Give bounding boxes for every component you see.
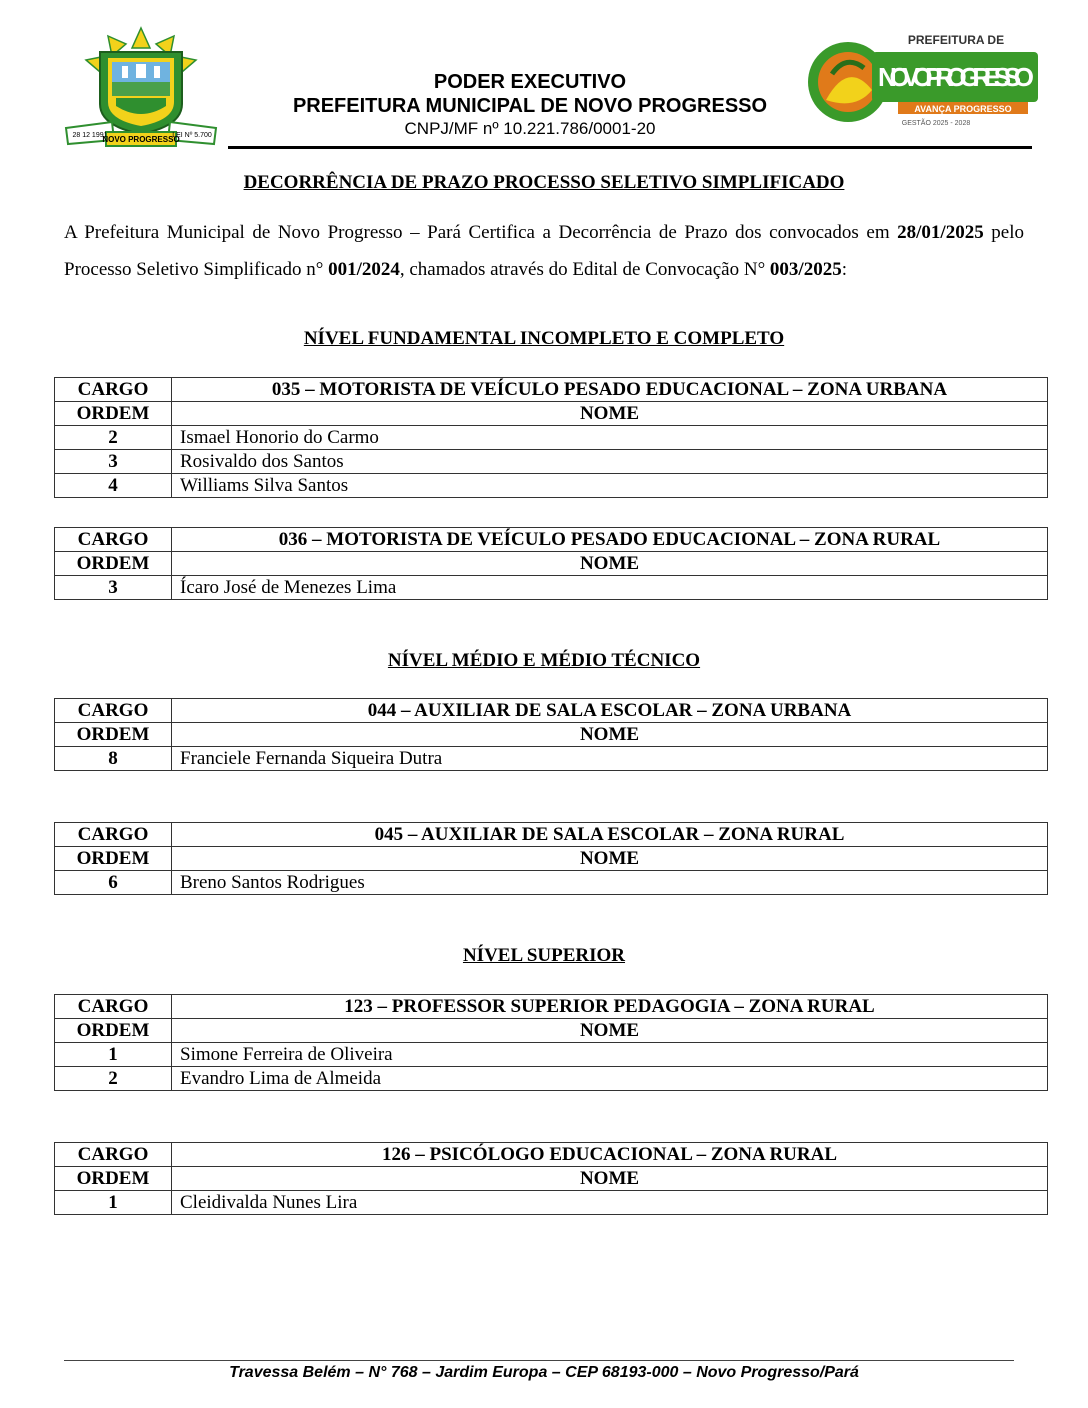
ordem-label: ORDEM (55, 552, 172, 576)
nome-cell: Evandro Lima de Almeida (172, 1067, 1048, 1091)
nome-cell: Cleidivalda Nunes Lira (172, 1191, 1048, 1215)
svg-text:GESTÃO 2025 - 2028: GESTÃO 2025 - 2028 (901, 120, 971, 127)
cargo-title: 036 – MOTORISTA DE VEÍCULO PESADO EDUCACIONAL – ZONA RURAL (172, 528, 1048, 552)
cargo-table (54, 994, 1048, 1091)
nome-cell: Breno Santos Rodrigues (172, 871, 1048, 895)
nome-label: NOME (172, 1019, 1048, 1043)
table-row (55, 576, 1048, 600)
cargo-title: 126 – PSICÓLOGO EDUCACIONAL – ZONA RURAL (172, 1143, 1048, 1167)
header-block (260, 70, 800, 140)
svg-text:28 12 1991: 28 12 1991 (72, 132, 108, 139)
cargo-label: CARGO (55, 378, 172, 402)
cargo-table (54, 377, 1048, 498)
nome-cell: Ismael Honorio do Carmo (172, 426, 1048, 450)
table-row (55, 426, 1048, 450)
table-row (55, 1043, 1048, 1067)
nome-label: NOME (172, 552, 1048, 576)
svg-text:LEI Nº 5.700: LEI Nº 5.700 (172, 132, 212, 139)
nome-cell: Franciele Fernanda Siqueira Dutra (172, 747, 1048, 771)
cargo-label: CARGO (55, 995, 172, 1019)
header-line-1: PODER EXECUTIVO (433, 71, 627, 93)
ordem-label: ORDEM (55, 1019, 172, 1043)
nome-cell: Ícaro José de Menezes Lima (172, 576, 1048, 600)
footer-address: Travessa Belém – N° 768 – Jardim Europa – CEP 68193-000 – Novo Progresso/Pará (229, 1364, 859, 1381)
svg-text:AVANÇA PROGRESSO: AVANÇA PROGRESSO (914, 104, 1012, 114)
municipal-crest-icon (62, 26, 220, 150)
cargo-title: 035 – MOTORISTA DE VEÍCULO PESADO EDUCACIONAL – ZONA URBANA (172, 378, 1048, 402)
ordem-cell: 1 (55, 1191, 172, 1215)
header-divider (228, 146, 1032, 149)
intro-edital-number: 003/2025 (769, 259, 842, 280)
prefeitura-logo-icon (806, 30, 1042, 130)
cargo-table (54, 698, 1048, 771)
intro-paragraph (64, 214, 1024, 288)
ordem-label: ORDEM (55, 723, 172, 747)
svg-text:NOVO PROGRESSO: NOVO PROGRESSO (878, 62, 1034, 92)
intro-text-2: pelo Processo Seletivo Simplificado n° (64, 222, 1024, 280)
cargo-label: CARGO (55, 699, 172, 723)
table-row (55, 474, 1048, 498)
table-row (55, 747, 1048, 771)
cargo-title: 045 – AUXILIAR DE SALA ESCOLAR – ZONA RURAL (172, 823, 1048, 847)
cargo-label: CARGO (55, 823, 172, 847)
cargo-title: 123 – PROFESSOR SUPERIOR PEDAGOGIA – ZONA RURAL (172, 995, 1048, 1019)
ordem-label: ORDEM (55, 1167, 172, 1191)
ordem-cell: 2 (55, 1067, 172, 1091)
nome-label: NOME (172, 1167, 1048, 1191)
document-title: DECORRÊNCIA DE PRAZO PROCESSO SELETIVO SIMPLIFICADO (243, 172, 845, 193)
intro-text-4: : (841, 259, 847, 280)
nome-label: NOME (172, 402, 1048, 426)
header-cnpj: CNPJ/MF nº 10.221.786/0001-20 (404, 119, 656, 138)
section-heading: NÍVEL FUNDAMENTAL INCOMPLETO E COMPLETO (303, 328, 785, 349)
table-row (55, 450, 1048, 474)
cargo-table (54, 527, 1048, 600)
intro-text-1: A Prefeitura Municipal de Novo Progresso – Pará Certifica a Decorrência de Prazo dos convocados em (64, 222, 898, 243)
cargo-label: CARGO (55, 1143, 172, 1167)
intro-process-number: 001/2024 (328, 259, 400, 280)
cargo-title: 044 – AUXILIAR DE SALA ESCOLAR – ZONA URBANA (172, 699, 1048, 723)
table-row (55, 871, 1048, 895)
ordem-cell: 1 (55, 1043, 172, 1067)
nome-cell: Simone Ferreira de Oliveira (172, 1043, 1048, 1067)
ordem-label: ORDEM (55, 402, 172, 426)
nome-label: NOME (172, 847, 1048, 871)
header-line-2: PREFEITURA MUNICIPAL DE NOVO PROGRESSO (292, 95, 768, 117)
nome-cell: Williams Silva Santos (172, 474, 1048, 498)
ordem-cell: 3 (55, 450, 172, 474)
cargo-table (54, 822, 1048, 895)
svg-text:NOVO PROGRESSO: NOVO PROGRESSO (102, 135, 180, 144)
table-row (55, 1191, 1048, 1215)
ordem-cell: 2 (55, 426, 172, 450)
ordem-cell: 8 (55, 747, 172, 771)
intro-text-3: , chamados através do Edital de Convocação N° (399, 259, 770, 280)
footer-divider (64, 1360, 1014, 1361)
ordem-cell: 6 (55, 871, 172, 895)
svg-text:PREFEITURA DE: PREFEITURA DE (907, 33, 1005, 47)
table-row (55, 1067, 1048, 1091)
section-heading: NÍVEL MÉDIO E MÉDIO TÉCNICO (387, 650, 701, 671)
ordem-cell: 3 (55, 576, 172, 600)
section-heading: NÍVEL SUPERIOR (462, 945, 626, 966)
cargo-table (54, 1142, 1048, 1215)
ordem-cell: 4 (55, 474, 172, 498)
intro-date: 28/01/2025 (897, 222, 984, 243)
cargo-label: CARGO (55, 528, 172, 552)
nome-cell: Rosivaldo dos Santos (172, 450, 1048, 474)
ordem-label: ORDEM (55, 847, 172, 871)
nome-label: NOME (172, 723, 1048, 747)
